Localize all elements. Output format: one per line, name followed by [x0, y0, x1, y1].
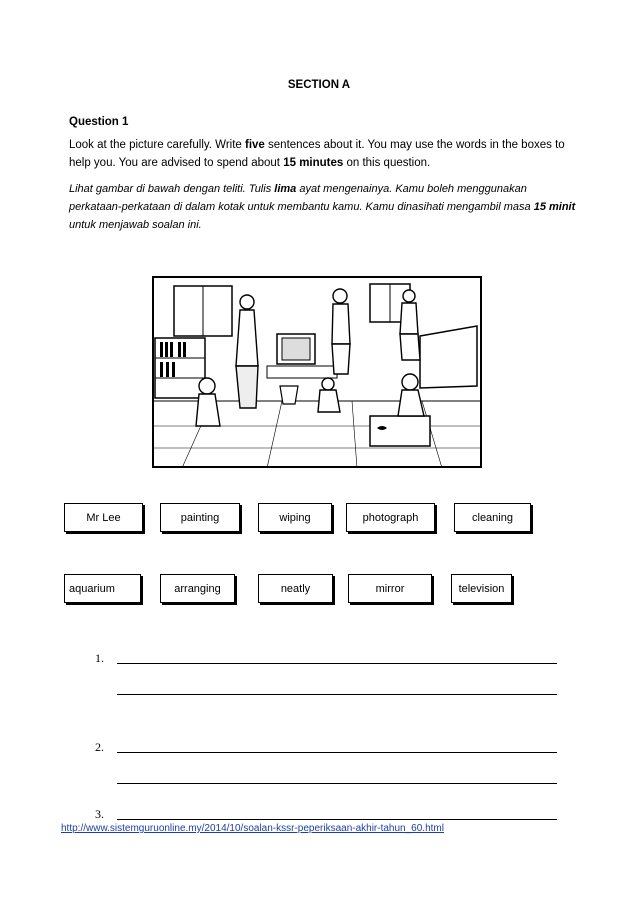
word-box-wiping: wiping: [258, 503, 332, 532]
answer-number: 1.: [95, 651, 104, 665]
answer-line-2-continuation[interactable]: [117, 783, 557, 784]
word-box-neatly: neatly: [258, 574, 333, 603]
answer-number: 2.: [95, 740, 104, 754]
word-box-mirror: mirror: [348, 574, 432, 603]
word-box-mr-lee: Mr Lee: [64, 503, 143, 532]
answer-number: 3.: [95, 807, 104, 821]
question-title: Question 1: [69, 116, 129, 128]
answer-line-1-continuation[interactable]: [117, 694, 557, 695]
word-box-painting: painting: [160, 503, 240, 532]
cleaning-scene-illustration: [152, 276, 482, 468]
word-box-photograph: photograph: [346, 503, 435, 532]
word-box-aquarium: aquarium: [64, 574, 141, 603]
writing-line: [117, 819, 557, 820]
writing-line: [117, 752, 557, 753]
word-box-arranging: arranging: [160, 574, 235, 603]
instruction-malay: Lihat gambar di bawah dengan teliti. Tulis lima ayat mengenainya. Kamu boleh menggunakan perkataan-perkataan di dalam kotak untuk membantu kamu. Kamu dinasihati mengambil masa 15 minit untuk menjawab soalan ini.: [69, 183, 576, 231]
section-title: SECTION A: [287, 79, 351, 91]
writing-line: [117, 663, 557, 664]
word-box-cleaning: cleaning: [454, 503, 531, 532]
instruction-english: Look at the picture carefully. Write five sentences about it. You may use the words in the boxes to help you. You are advised to spend about 15 minutes on this question.: [69, 139, 565, 169]
source-link[interactable]: http://www.sistemguruonline.my/2014/10/soalan-kssr-peperiksaan-akhir-tahun_60.html: [61, 823, 444, 834]
word-box-television: television: [451, 574, 512, 603]
